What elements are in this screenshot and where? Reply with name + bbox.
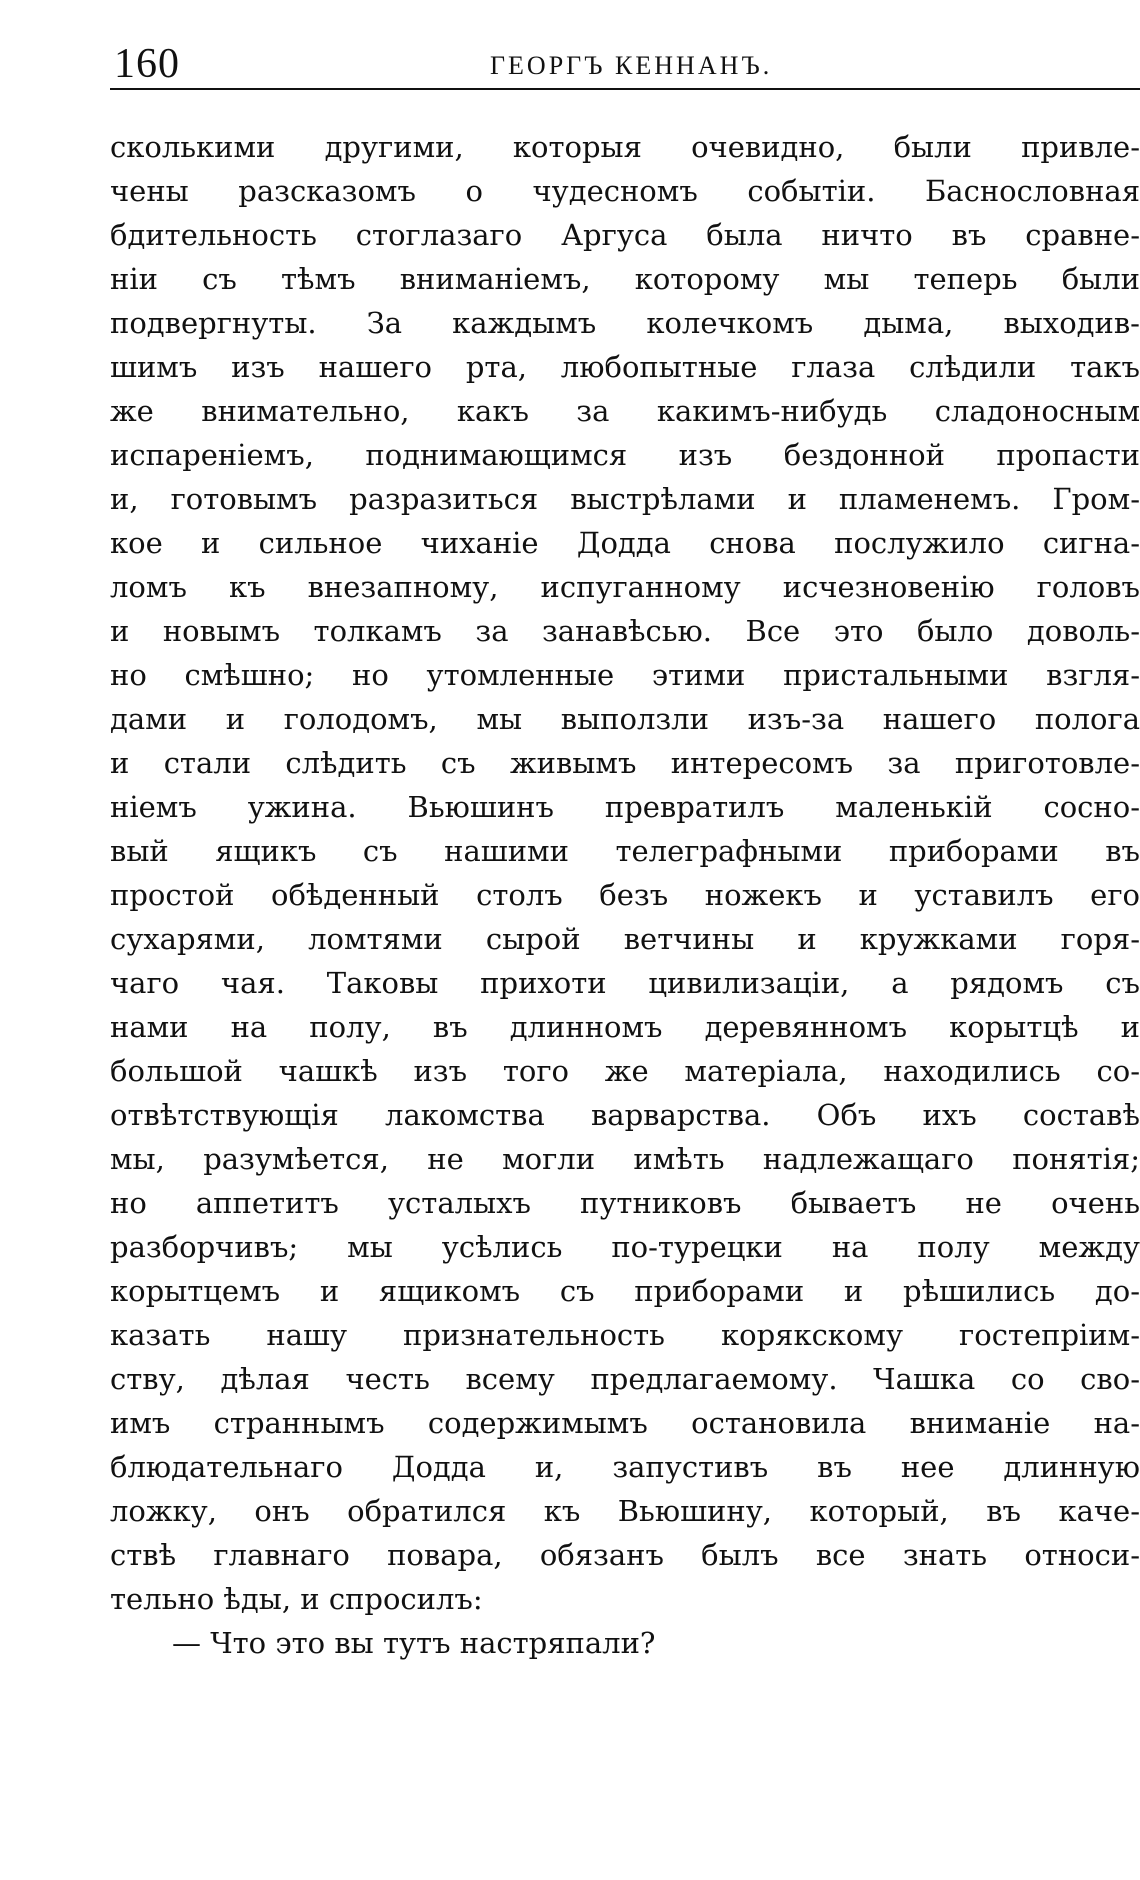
text-line: бдительность стоглазаго Аргуса была ничто въ сравне- [110, 218, 1140, 252]
text-line: ніемъ ужина. Вьюшинъ превратилъ маленькій сосно- [110, 790, 1140, 824]
text-line: же внимательно, какъ за какимъ-нибудь сладоносным [110, 394, 1140, 428]
text-line: и, готовымъ разразиться выстрѣлами и пламенемъ. Гром- [110, 482, 1140, 516]
text-line: ложку, онъ обратился къ Вьюшину, который, въ каче- [110, 1494, 1140, 1528]
text-line: разборчивъ; мы усѣлись по-турецки на полу между [110, 1230, 1140, 1264]
text-line: казать нашу признательность корякскому гостепріим- [110, 1318, 1140, 1352]
text-line: и новымъ толкамъ за занавѣсью. Все это было доволь- [110, 614, 1140, 648]
text-line: чаго чая. Таковы прихоти цивилизаціи, а рядомъ съ [110, 966, 1140, 1000]
text-line: ству, дѣлая честь всему предлагаемому. Чашка со сво- [110, 1362, 1140, 1396]
text-line: тельно ѣды, и спросилъ: [110, 1582, 483, 1616]
text-line: подвергнуты. За каждымъ колечкомъ дыма, выходив- [110, 306, 1140, 340]
text-line: вый ящикъ съ нашими телеграфными приборами въ [110, 834, 1140, 868]
text-line: отвѣтствующія лакомства варварства. Объ ихъ составѣ [110, 1098, 1140, 1132]
header-rule [110, 88, 1140, 90]
text-line: нами на полу, въ длинномъ деревянномъ корытцѣ и [110, 1010, 1140, 1044]
text-line: дами и голодомъ, мы выползли изъ-за нашего полога [110, 702, 1140, 736]
text-line: кое и сильное чиханіе Додда снова послужило сигна- [110, 526, 1140, 560]
text-line: сухарями, ломтями сырой ветчины и кружками горя- [110, 922, 1140, 956]
body-text [110, 125, 1140, 1665]
dialogue-line: — Что это вы тутъ настряпали? [172, 1626, 656, 1660]
text-line: но смѣшно; но утомленные этими пристальными взгля- [110, 658, 1140, 692]
running-title: ГЕОРГЪ КЕННАНЪ. [490, 51, 773, 80]
text-line: блюдательнаго Додда и, запустивъ въ нее длинную [110, 1450, 1140, 1484]
text-line: корытцемъ и ящикомъ съ приборами и рѣшились до- [110, 1274, 1140, 1308]
text-line: и стали слѣдить съ живымъ интересомъ за приготовле- [110, 746, 1140, 780]
text-line: шимъ изъ нашего рта, любопытные глаза слѣдили такъ [110, 350, 1140, 384]
text-line: ломъ къ внезапному, испуганному исчезновенію головъ [110, 570, 1140, 604]
text-line: ствѣ главнаго повара, обязанъ былъ все знать относи- [110, 1538, 1140, 1572]
text-line: испареніемъ, поднимающимся изъ бездонной пропасти [110, 438, 1140, 472]
text-line: имъ страннымъ содержимымъ остановила вниманіе на- [110, 1406, 1140, 1440]
text-line: сколькими другими, которыя очевидно, были привле- [110, 130, 1140, 164]
text-line: простой обѣденный столъ безъ ножекъ и уставилъ его [110, 878, 1140, 912]
running-head [110, 38, 1140, 90]
text-line: большой чашкѣ изъ того же матеріала, находились со- [110, 1054, 1140, 1088]
text-line: ніи съ тѣмъ вниманіемъ, которому мы теперь были [110, 262, 1140, 296]
text-line: чены разсказомъ о чудесномъ событіи. Баснословная [110, 174, 1140, 208]
text-line: мы, разумѣется, не могли имѣть надлежащаго понятія; [110, 1142, 1140, 1176]
text-line: но аппетитъ усталыхъ путниковъ бываетъ не очень [110, 1186, 1140, 1220]
page-number: 160 [114, 41, 180, 87]
